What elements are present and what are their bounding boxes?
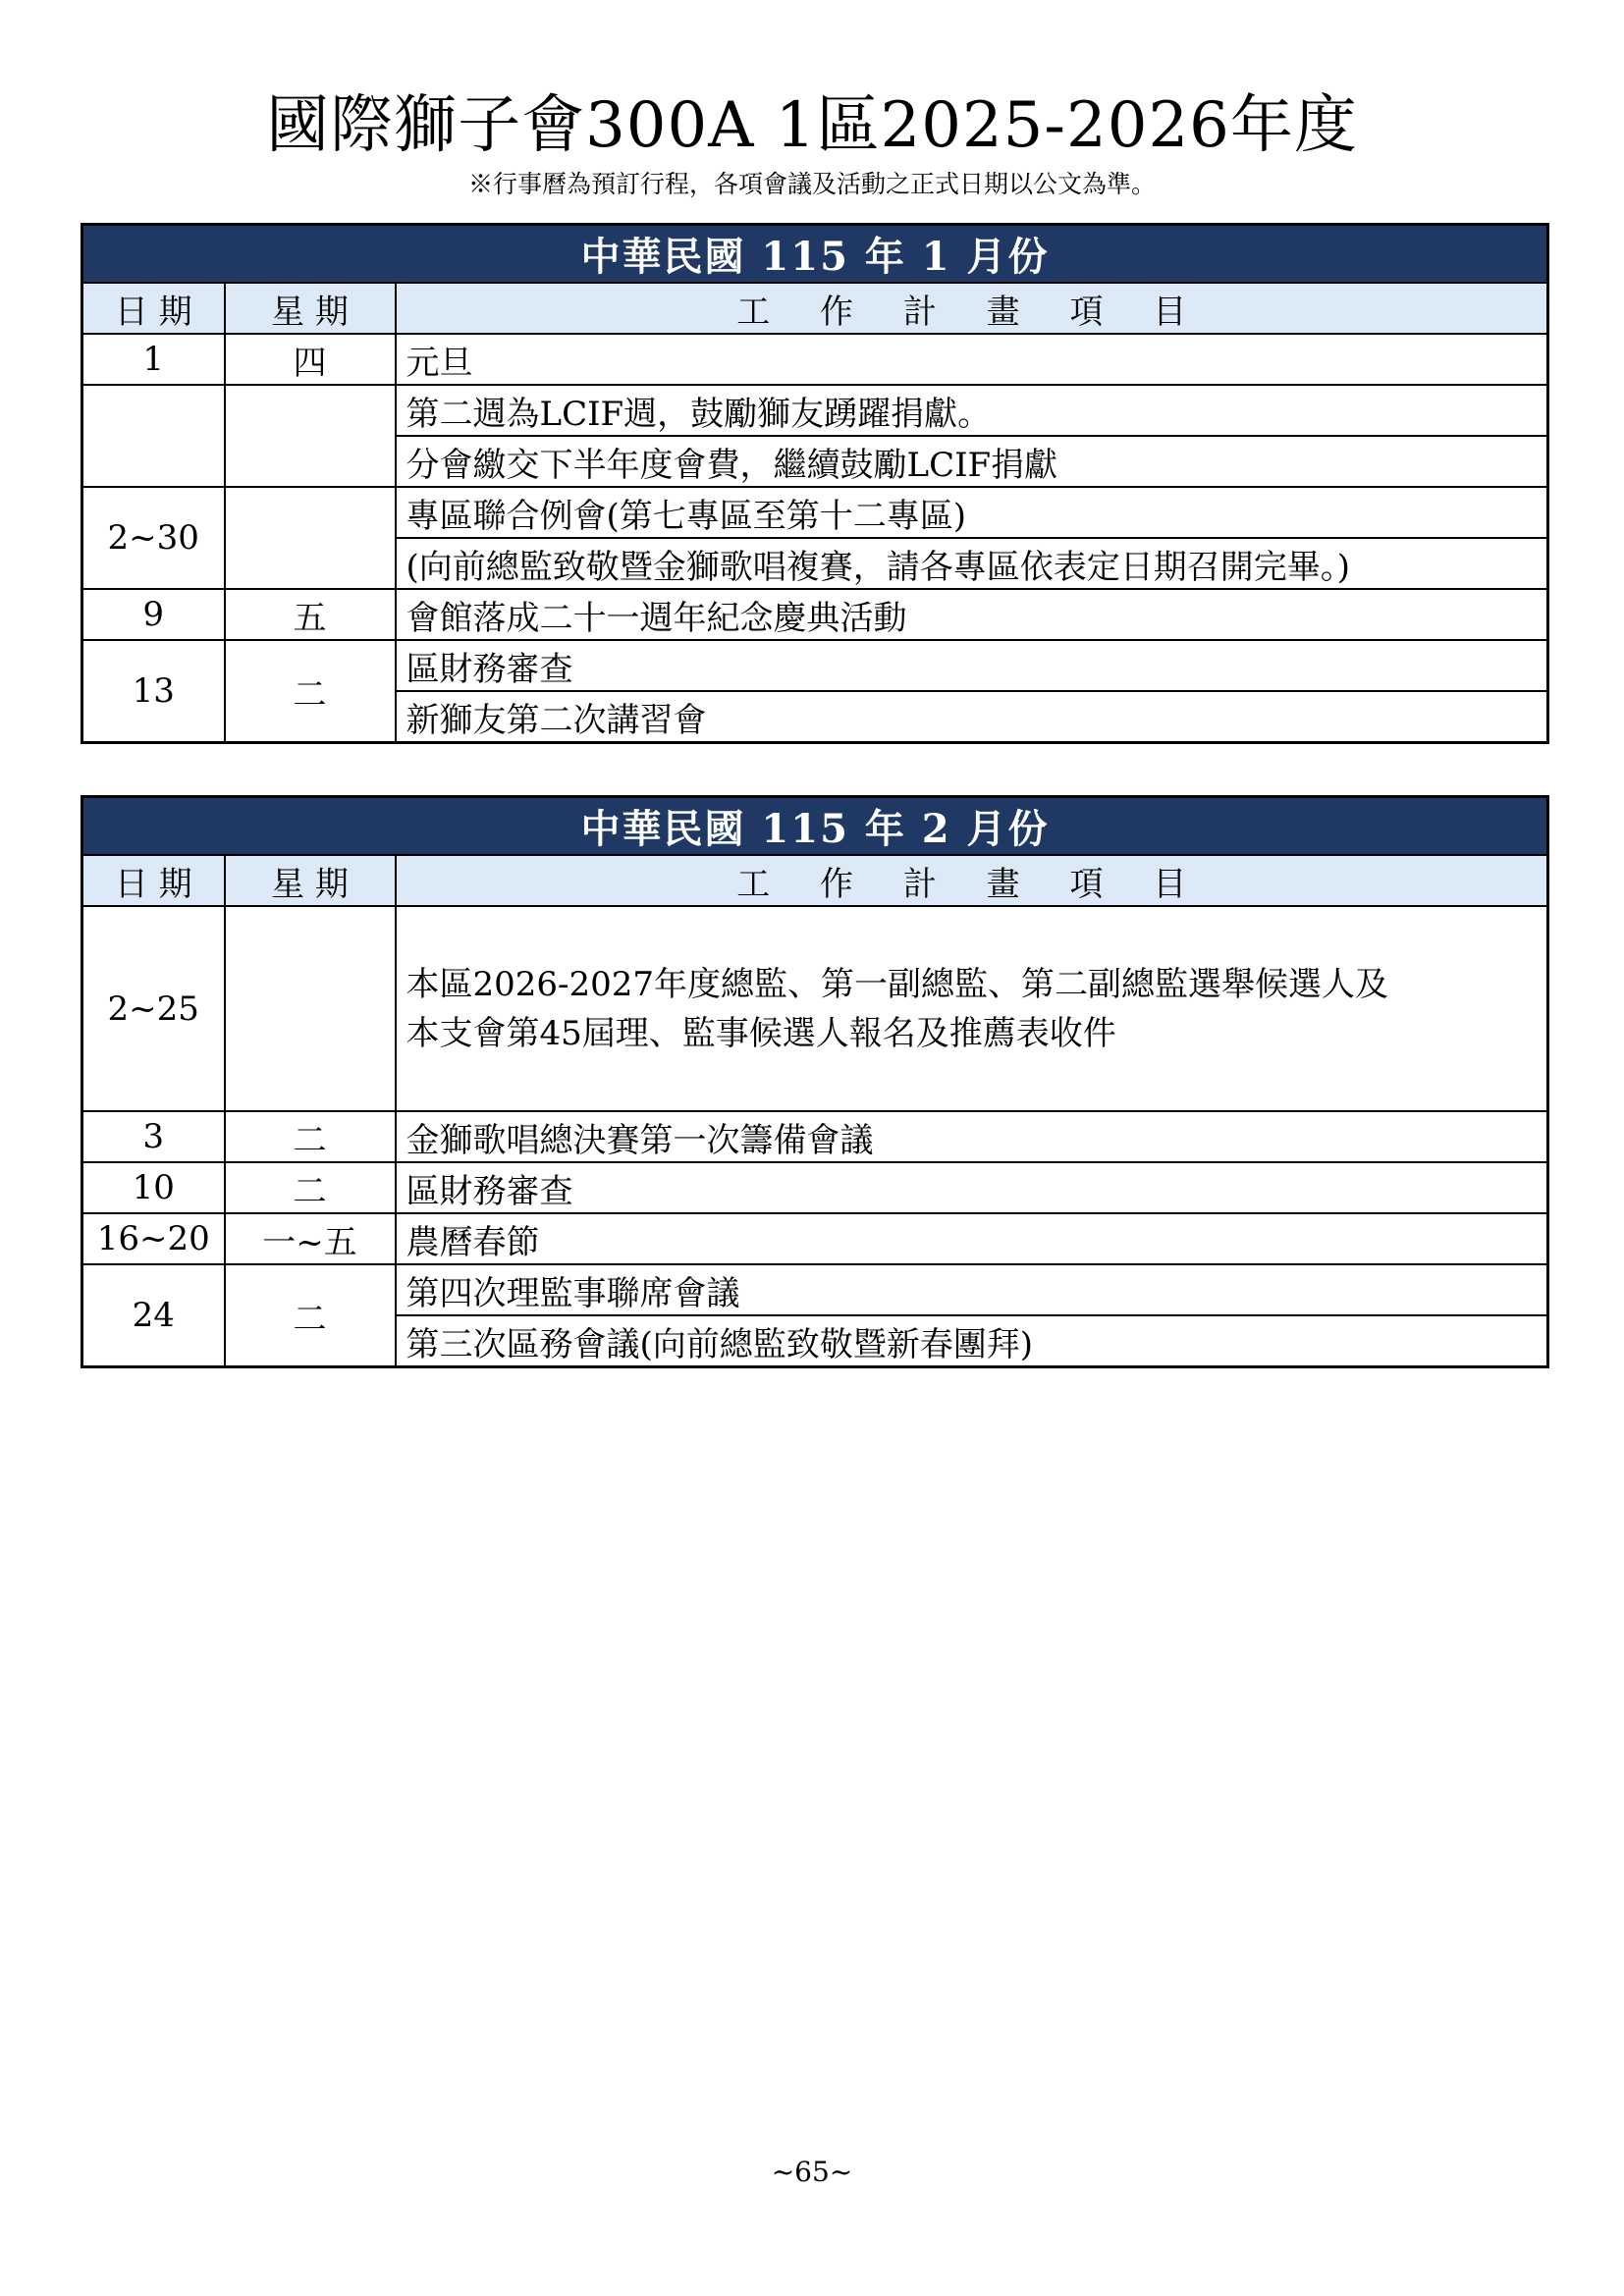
table-row [82,1264,1548,1315]
table-row [82,487,1548,538]
weekday-cell [225,385,396,487]
work-item-cell: 第四次理監事聯席會議 [396,1264,1548,1315]
date-cell: 10 [82,1162,225,1213]
date-column-header: 日 期 [82,855,225,906]
weekday-column-header: 星 期 [225,855,396,906]
date-cell: 1 [82,334,225,385]
page-title: 國際獅子會300A 1區2025-2026年度 [266,89,1358,162]
date-column-header: 日 期 [82,283,225,334]
work-item-cell: 區財務審查 [396,640,1548,691]
table-row [82,385,1548,436]
column-header-row [82,283,1548,334]
work-item-cell: 農曆春節 [396,1213,1548,1264]
table-row [82,906,1548,1111]
work-item-cell: 金獅歌唱總決賽第一次籌備會議 [396,1111,1548,1162]
schedule-note: ※行事曆為預訂行程，各項會議及活動之正式日期以公文為準。 [467,170,1156,198]
work-item-cell: 元旦 [396,334,1548,385]
work-item-cell: 第二週為LCIF週，鼓勵獅友踴躍捐獻。 [396,385,1548,436]
date-cell: 9 [82,589,225,640]
calendar-table-february [81,795,1549,1368]
table-row [82,589,1548,640]
weekday-cell [225,487,396,589]
calendar-table-january [81,223,1549,744]
date-cell: 3 [82,1111,225,1162]
work-item-line: 本支會第45屆理、監事候選人報名及推薦表收件 [406,1013,1116,1053]
weekday-cell: 五 [225,589,396,640]
date-cell: 13 [82,640,225,743]
weekday-cell: 二 [225,1111,396,1162]
weekday-cell: 二 [225,1162,396,1213]
work-item-cell: 第三次區務會議(向前總監致敬暨新春團拜) [396,1315,1548,1367]
table-row [82,334,1548,385]
weekday-column-header: 星 期 [225,283,396,334]
work-item-column-header: 工 作 計 畫 項 目 [396,283,1548,334]
weekday-cell: 四 [225,334,396,385]
date-cell: 2~30 [82,487,225,589]
date-cell: 24 [82,1264,225,1367]
weekday-cell: 二 [225,1264,396,1367]
weekday-cell: 二 [225,640,396,743]
work-item-column-header: 工 作 計 畫 項 目 [396,855,1548,906]
work-item-line: 本區2026-2027年度總監、第一副總監、第二副總監選舉候選人及 [406,964,1389,1004]
work-item-cell [396,906,1548,1111]
work-item-cell: 新獅友第二次講習會 [396,691,1548,743]
date-cell [82,385,225,487]
table-row [82,1111,1548,1162]
work-item-cell: 區財務審查 [396,1162,1548,1213]
weekday-cell: 一~五 [225,1213,396,1264]
date-cell: 16~20 [82,1213,225,1264]
table-row [82,640,1548,691]
work-item-cell: 會館落成二十一週年紀念慶典活動 [396,589,1548,640]
weekday-cell [225,906,396,1111]
month-heading: 中華民國 115 年 2 月份 [82,797,1548,856]
work-item-cell: 分會繳交下半年度會費，繼續鼓勵LCIF捐獻 [396,436,1548,487]
table-row [82,1213,1548,1264]
page-number: ~65~ [771,2156,853,2188]
work-item-cell: (向前總監致敬暨金獅歌唱複賽，請各專區依表定日期召開完畢。) [396,538,1548,589]
column-header-row [82,855,1548,906]
date-cell: 2~25 [82,906,225,1111]
month-heading: 中華民國 115 年 1 月份 [82,225,1548,284]
work-item-cell: 專區聯合例會(第七專區至第十二專區) [396,487,1548,538]
table-row [82,1162,1548,1213]
